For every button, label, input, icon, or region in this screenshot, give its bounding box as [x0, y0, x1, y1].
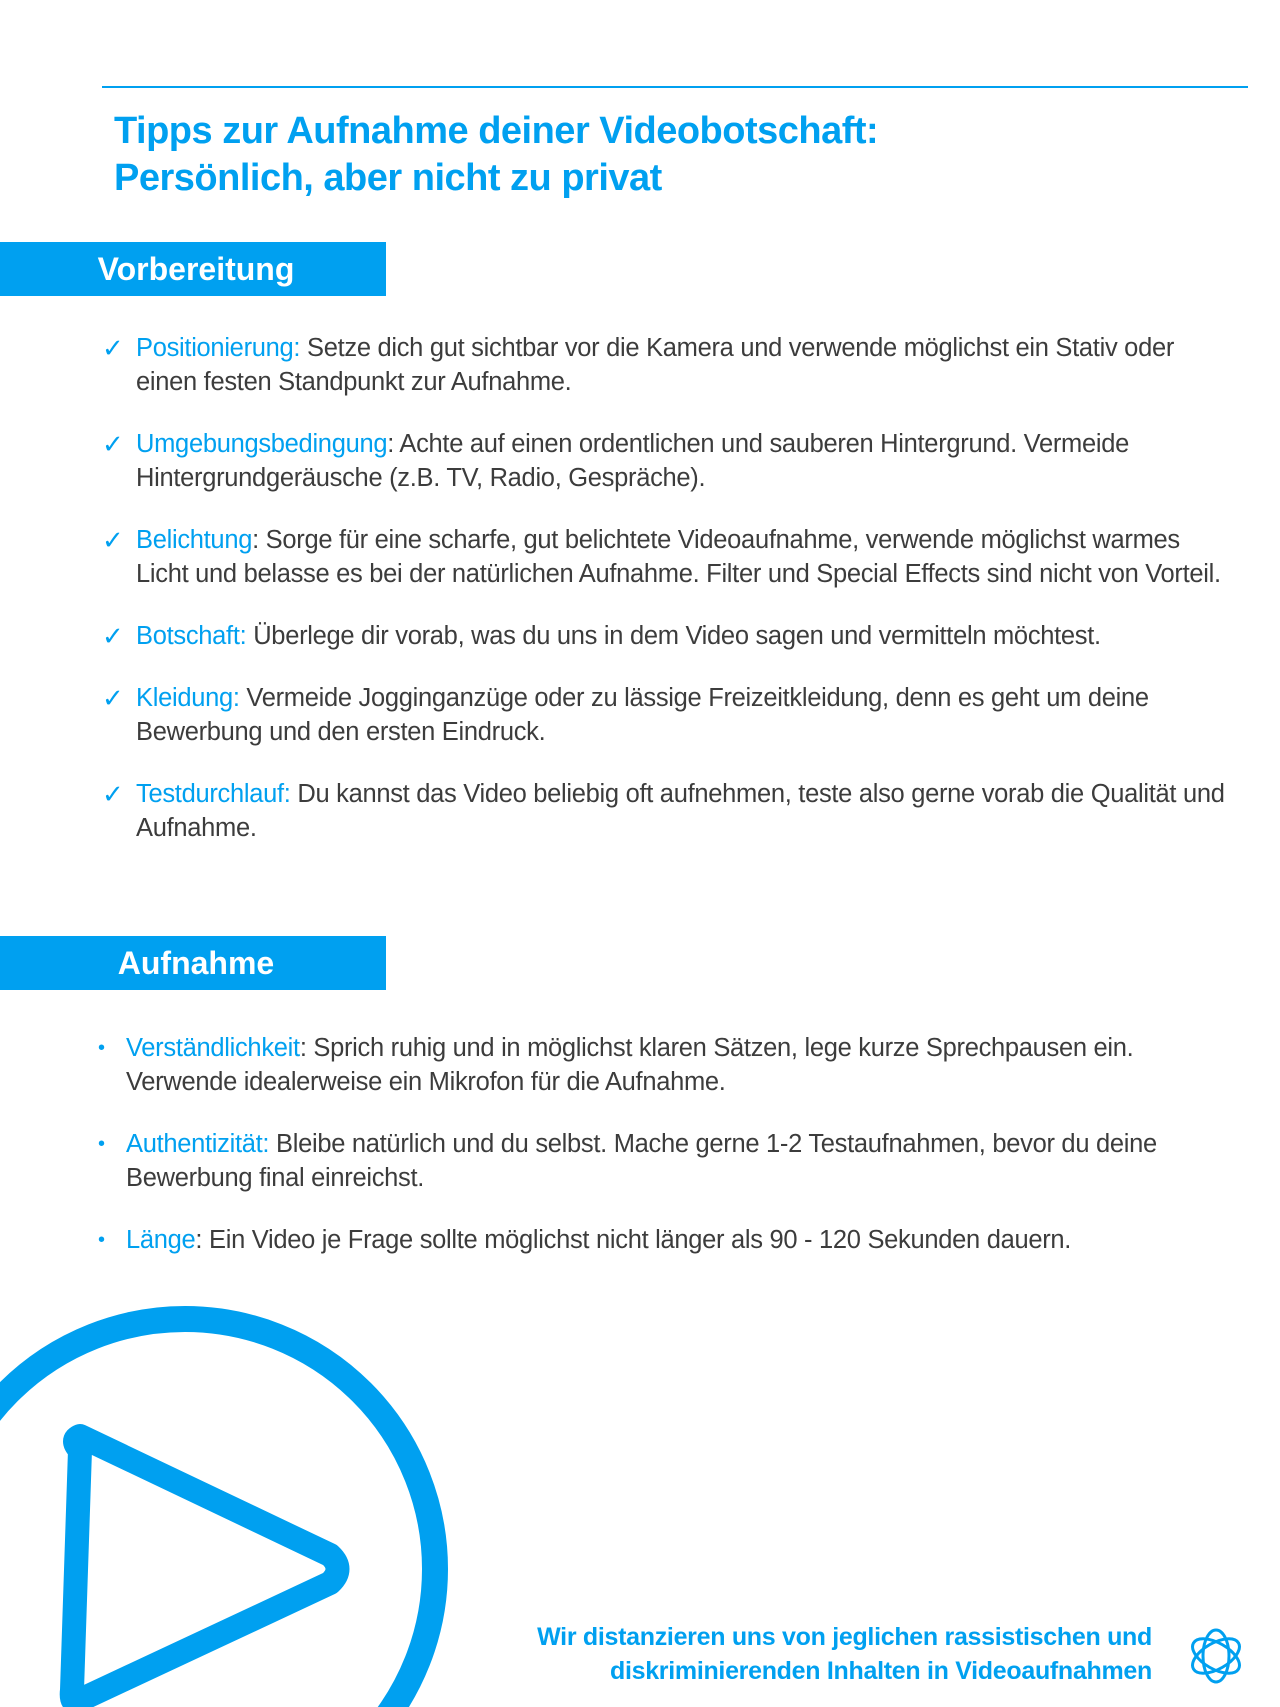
disclaimer-line-2: diskriminierenden Inhalten in Videoaufnahmen: [609, 1657, 1152, 1685]
item-text: Vermeide Jogginganzüge oder zu lässige Freizeitkleidung, denn es geht um deine Bewerbung und den ersten Eindruck.: [136, 684, 1149, 746]
item-term: Authentizität:: [126, 1130, 270, 1158]
item-term: Umgebungsbedingung: [136, 430, 388, 458]
check-icon: ✓: [102, 621, 124, 651]
check-icon: ✓: [102, 683, 124, 713]
item-term: Verständlichkeit: [126, 1034, 300, 1062]
section-heading-vorbereitung: Vorbereitung: [0, 242, 386, 296]
top-divider: [102, 86, 1248, 88]
list-item: [102, 681, 1232, 749]
list-item: [102, 523, 1232, 591]
section-heading-aufnahme: Aufnahme: [0, 936, 386, 990]
item-term: Positionierung:: [136, 334, 301, 362]
item-text: : Achte auf einen ordentlichen und sauberen Hintergrund. Vermeide Hintergrundgeräusche (z.B. TV, Radio, Gespräche).: [136, 430, 1129, 492]
item-term: Belichtung: [136, 526, 253, 554]
title-line-2: Persönlich, aber nicht zu privat: [114, 157, 662, 199]
check-icon: ✓: [102, 429, 124, 459]
item-text: : Ein Video je Frage sollte möglichst nicht länger als 90 - 120 Sekunden dauern.: [195, 1226, 1072, 1254]
thyssenkrupp-logo-icon: [1183, 1623, 1249, 1689]
item-text: Du kannst das Video beliebig oft aufnehmen, teste also gerne vorab die Qualität und Aufnahme.: [136, 780, 1225, 842]
item-text: Setze dich gut sichtbar vor die Kamera und verwende möglichst ein Stativ oder einen festen Standpunkt zur Aufnahme.: [136, 334, 1175, 396]
list-item: [102, 427, 1232, 495]
item-term: Botschaft:: [136, 622, 247, 650]
item-term: Kleidung:: [136, 684, 240, 712]
item-term: Testdurchlauf:: [136, 780, 291, 808]
disclaimer-line-1: Wir distanzieren uns von jeglichen rassistischen und: [537, 1623, 1152, 1651]
bullet-icon: •: [98, 1037, 105, 1059]
list-item: [102, 619, 1232, 653]
title-line-1: Tipps zur Aufnahme deiner Videobotschaft:: [114, 110, 879, 152]
check-icon: ✓: [102, 779, 124, 809]
list-item: [94, 1223, 1234, 1257]
list-item: [94, 1031, 1234, 1099]
item-text: : Sprich ruhig und in möglichst klaren Sätzen, lege kurze Sprechpausen ein. Verwende idealerweise ein Mikrofon für die Aufnahme.: [126, 1034, 1134, 1096]
item-text: Bleibe natürlich und du selbst. Mache gerne 1-2 Testaufnahmen, bevor du deine Bewerbung final einreichst.: [126, 1130, 1157, 1192]
item-text: Überlege dir vorab, was du uns in dem Video sagen und vermitteln möchtest.: [246, 622, 1101, 650]
check-icon: ✓: [102, 525, 124, 555]
bullet-icon: •: [98, 1229, 105, 1251]
page-title: [114, 108, 1214, 202]
list-item: [102, 777, 1232, 845]
play-circle-icon: [0, 1290, 460, 1707]
list-item: [94, 1127, 1234, 1195]
bulletlist-aufnahme: [94, 1031, 1234, 1257]
bullet-icon: •: [98, 1133, 105, 1155]
item-term: Länge: [126, 1226, 196, 1254]
list-item: [102, 331, 1232, 399]
footer-disclaimer: [452, 1620, 1152, 1688]
check-icon: ✓: [102, 333, 124, 363]
checklist-vorbereitung: [102, 331, 1232, 845]
item-text: : Sorge für eine scharfe, gut belichtete Videoaufnahme, verwende möglichst warmes Licht und belasse es bei der natürlichen Aufnahme. Filter und Special Effects sind nicht von Vorteil.: [136, 526, 1221, 588]
